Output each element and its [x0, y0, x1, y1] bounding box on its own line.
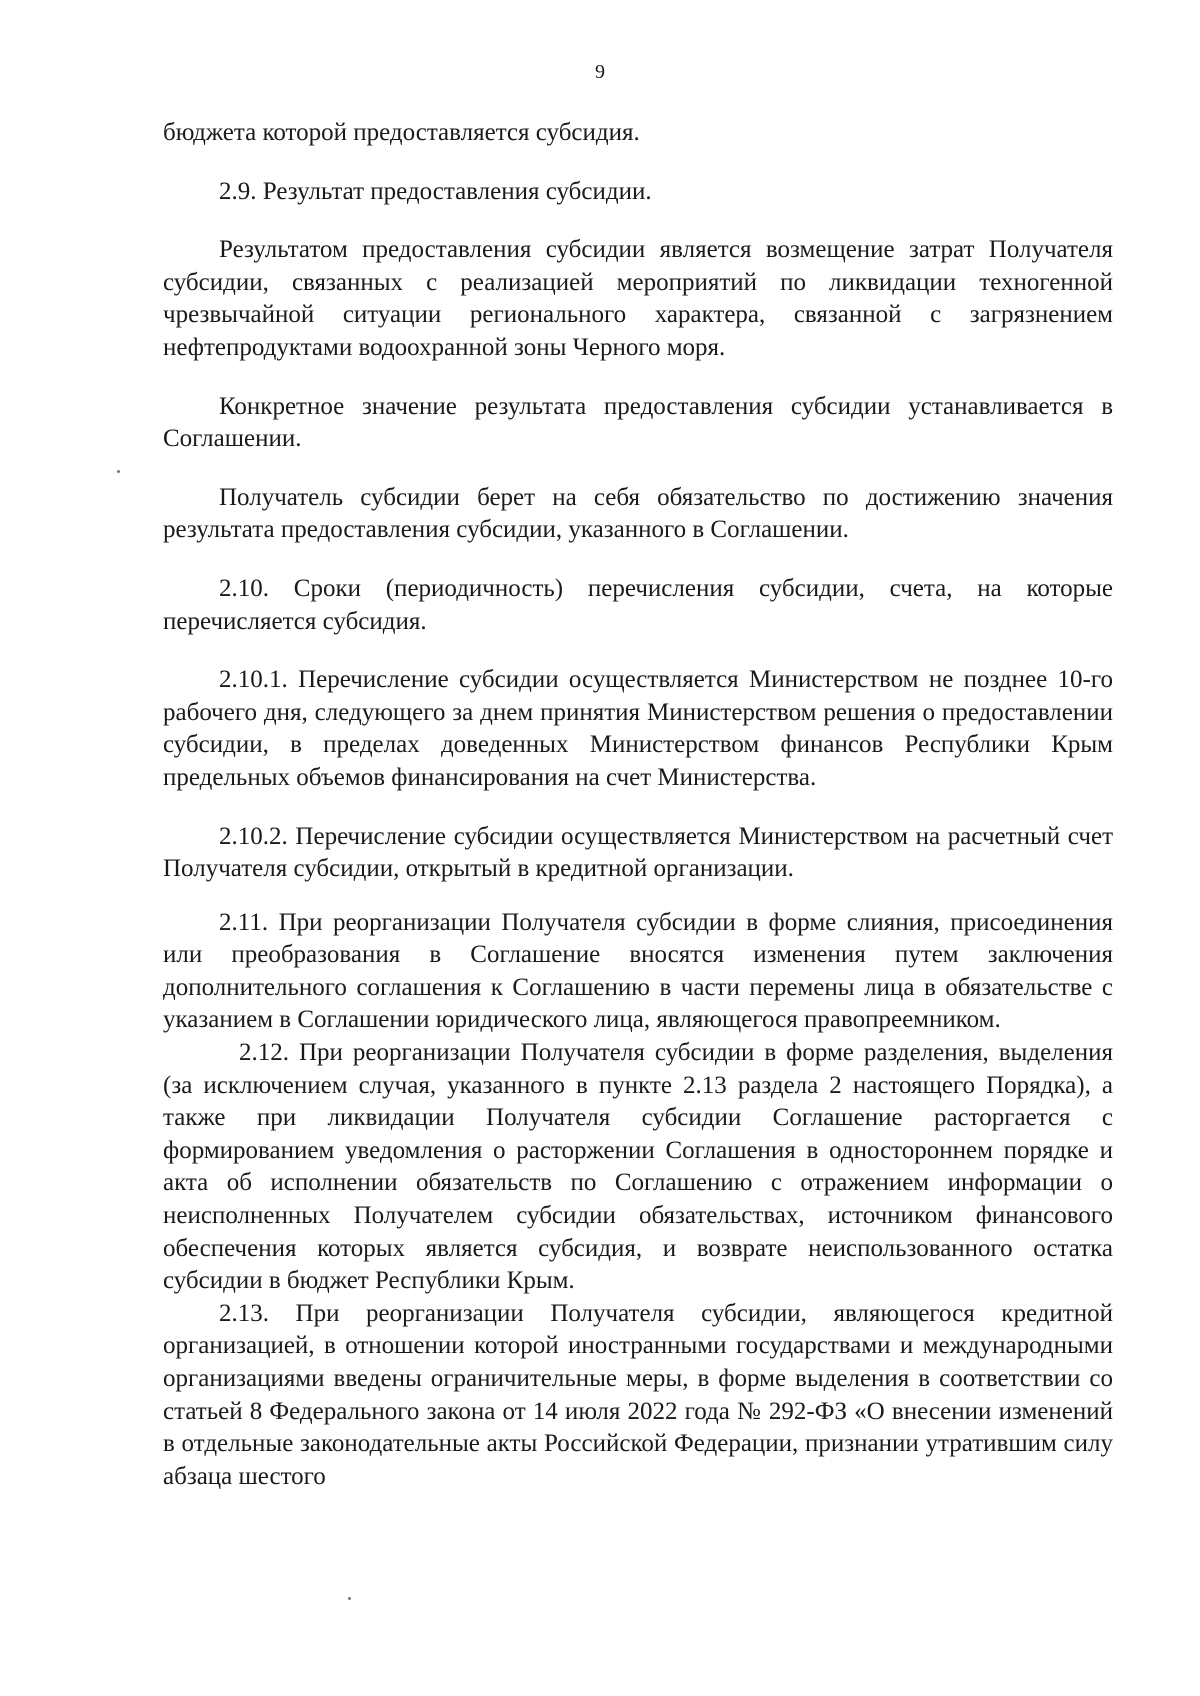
paragraph-2-13: 2.13. При реорганизации Получателя субсидии, являющегося кредитной организацией, в отношении которой иностранными государствами и международными организациями введены ограничительные меры, в форме выделения в соответствии со статьей 8 Федерального закона от 14 июля 2022 года № 292-ФЗ «О внесении изменений в отдельные законодательные акты Российской Федерации, признании утратившим силу абзаца шестого	[163, 1299, 1113, 1490]
page-number: 9	[595, 61, 605, 83]
paragraph-continuation: бюджета которой предоставляется субсидия.	[163, 119, 640, 146]
paragraph-result-value: Конкретное значение результата предоставления субсидии устанавливается в Соглашении.	[163, 392, 1113, 453]
paragraph-subsidy-result: Результатом предоставления субсидии является возмещение затрат Получателя субсидии, связанных с реализацией мероприятий по ликвидации техногенной чрезвычайной ситуации регионального характера, связанной с загрязнением нефтепродуктами водоохранной зоны Черного моря.	[163, 236, 1113, 361]
paragraph-2-10-2: 2.10.2. Перечисление субсидии осуществляется Министерством на расчетный счет Получателя субсидии, открытый в кредитной организации.	[163, 822, 1113, 883]
paragraph-2-10-1: 2.10.1. Перечисление субсидии осуществляется Министерством не позднее 10-го рабочего дня, следующего за днем принятия Министерством решения о предоставлении субсидии, в пределах доведенных Министерством финансов Республики Крым предельных объемов финансирования на счет Министерства.	[163, 666, 1113, 791]
scan-speck	[117, 470, 120, 473]
paragraph-2-11: 2.11. При реорганизации Получателя субсидии в форме слияния, присоединения или преобразования в Соглашение вносятся изменения путем заключения дополнительного соглашения к Соглашению в части перемены лица в обязательстве с указанием в Соглашении юридического лица, являющегося правопреемником.	[163, 908, 1113, 1034]
section-heading-2-10: 2.10. Сроки (периодичность) перечисления субсидии, счета, на которые перечисляется субсидия.	[163, 574, 1113, 635]
scan-speck	[348, 1597, 351, 1600]
document-body	[163, 117, 1113, 1493]
paragraph-2-12: 2.12. При реорганизации Получателя субсидии в форме разделения, выделения (за исключением случая, указанного в пункте 2.13 раздела 2 настоящего Порядка), а также при ликвидации Получателя субсидии Соглашение расторгается с формированием уведомления о расторжении Соглашения в одностороннем порядке и акта об исполнении обязательств по Соглашению с отражением информации о неисполненных Получателем субсидии обязательствах, источником финансового обеспечения которых является субсидия, и возврате неиспользованного остатка субсидии в бюджет Республики Крым.	[163, 1039, 1113, 1295]
paragraph-recipient-obligation: Получатель субсидии берет на себя обязательство по достижению значения результата предоставления субсидии, указанного в Соглашении.	[163, 483, 1113, 544]
section-heading-2-9: 2.9. Результат предоставления субсидии.	[219, 177, 652, 205]
